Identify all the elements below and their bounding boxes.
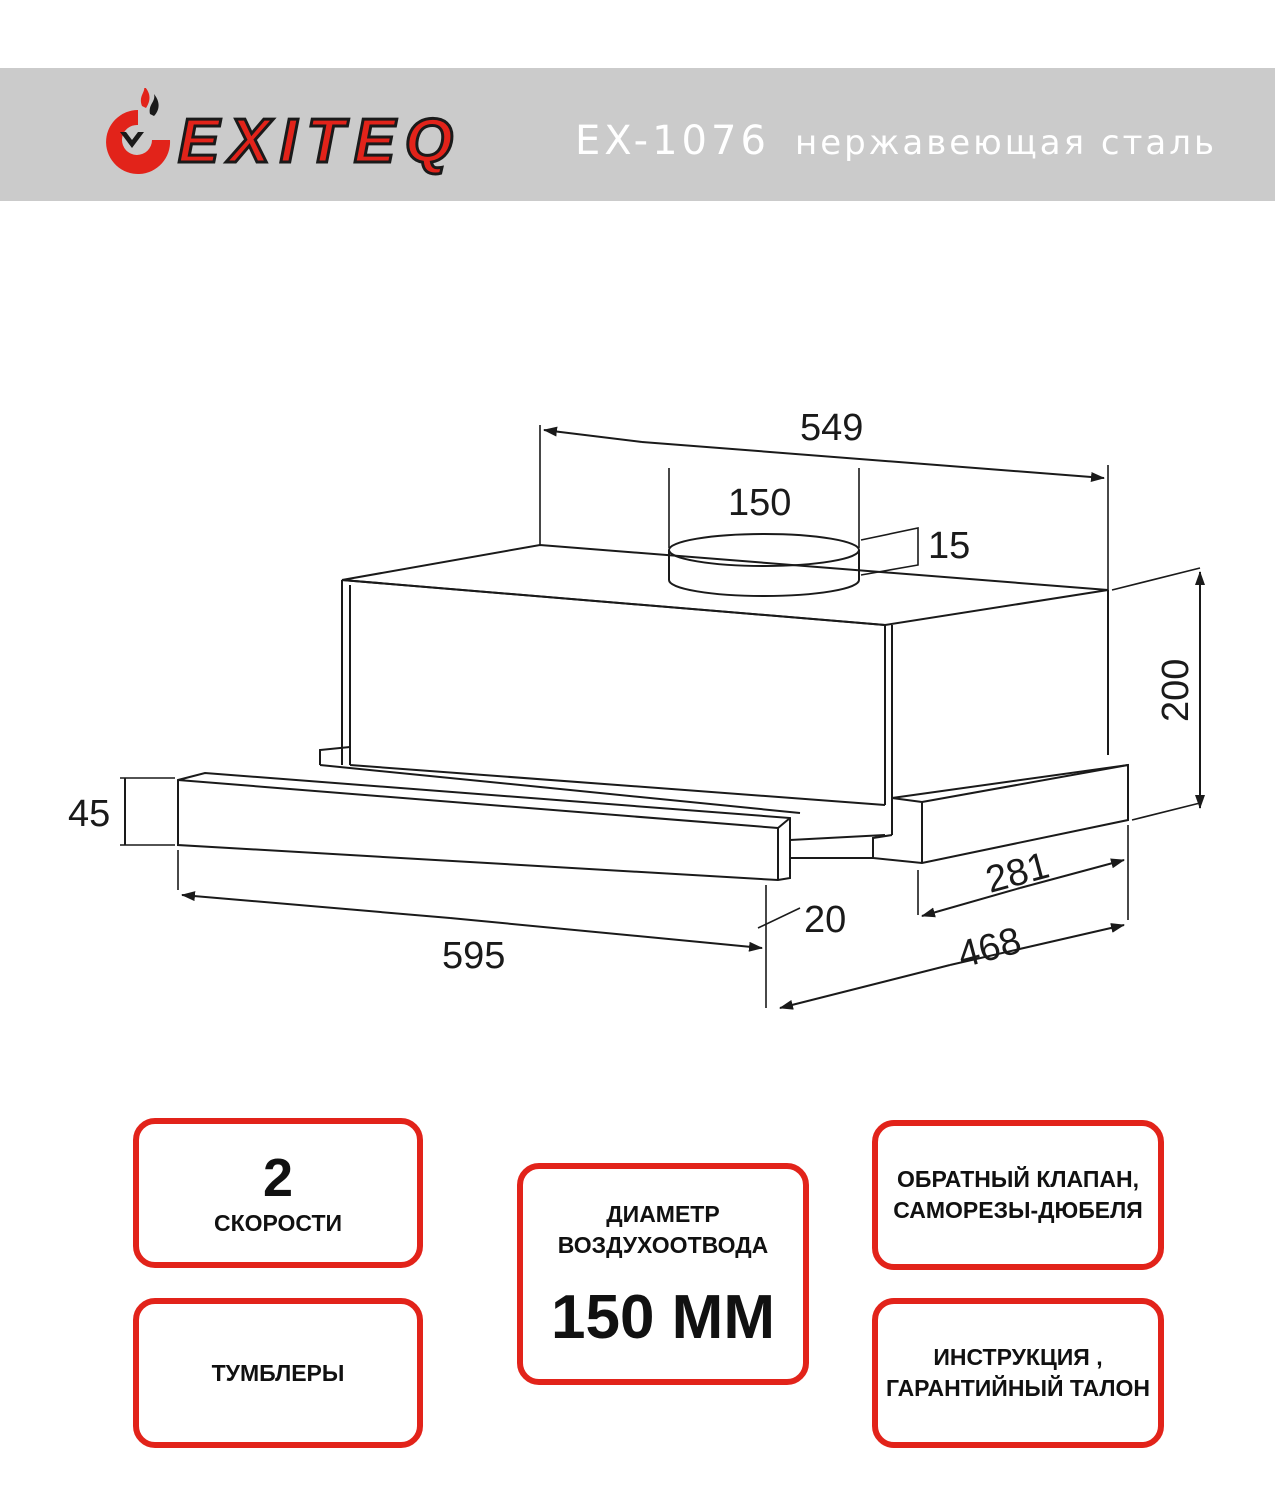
hood-base (320, 747, 1128, 863)
header-bar (0, 68, 1275, 201)
diameter-value: 150 ММ (551, 1283, 775, 1352)
dim-inner-depth: 281 (981, 844, 1054, 902)
brand-logo (80, 88, 480, 188)
speeds-label: СКОРОСТИ (213, 1209, 343, 1236)
speeds-number: 2 (262, 1147, 294, 1208)
feature-box-valve (872, 1120, 1164, 1270)
model-code: EX-1076 (574, 118, 770, 164)
dim-panel-height: 45 (68, 793, 111, 835)
dim-height: 200 (1155, 658, 1197, 722)
feature-box-speeds (133, 1118, 423, 1268)
dim-front-width: 595 (442, 935, 506, 977)
valve-line2: САМОРЕЗЫ-ДЮБЕЛЯ (893, 1197, 1143, 1223)
dim-duct-height: 15 (928, 525, 971, 567)
diameter-line1: ДИАМЕТР (606, 1201, 720, 1227)
duct-collar (669, 534, 859, 596)
flame-icon (106, 88, 170, 174)
docs-line1: ИНСТРУКЦИЯ , (933, 1344, 1103, 1370)
feature-box-docs (872, 1298, 1164, 1448)
extension-lines (120, 425, 1200, 1008)
feature-box-diameter (517, 1163, 809, 1385)
model-material: нержавеющая сталь (795, 123, 1217, 163)
brand-wordmark: EXITEQ (178, 107, 453, 176)
switch-label: ТУМБЛЕРЫ (211, 1359, 345, 1386)
valve-line1: ОБРАТНЫЙ КЛАПАН, (897, 1166, 1139, 1192)
dimension-drawing (0, 380, 1275, 1040)
dim-panel-depth: 20 (804, 899, 847, 941)
docs-line2: ГАРАНТИЙНЫЙ ТАЛОН (885, 1375, 1151, 1401)
front-panel (178, 765, 885, 880)
feature-box-switch (133, 1298, 423, 1448)
dim-duct-diameter: 150 (728, 482, 792, 524)
diameter-line2: ВОЗДУХООТВОДА (557, 1232, 769, 1258)
dim-total-depth: 468 (953, 919, 1026, 977)
dimension-arrows (125, 430, 1200, 1008)
dim-top-width: 549 (800, 407, 864, 449)
model-title (575, 118, 1217, 164)
